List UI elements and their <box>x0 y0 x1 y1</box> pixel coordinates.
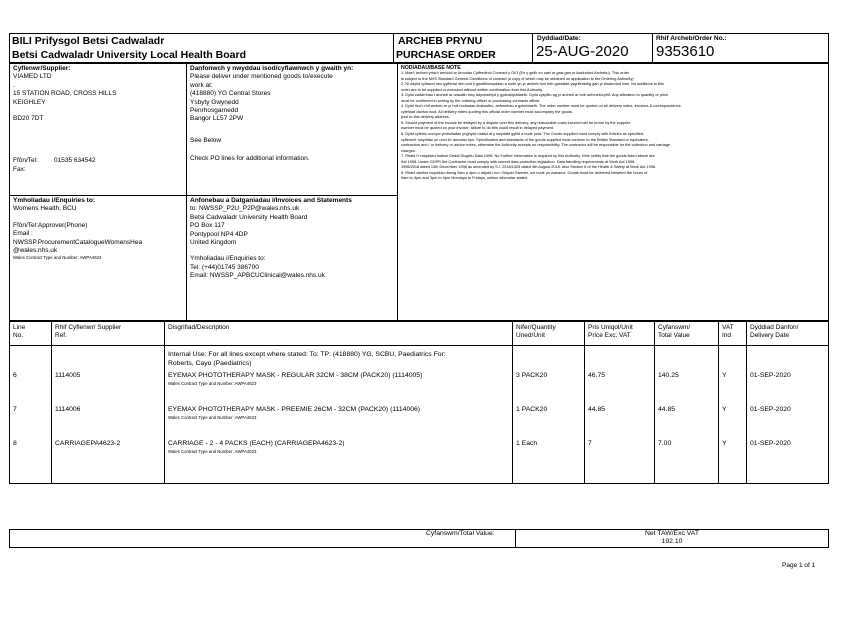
note-line: 3. Dylid cadarnhau'r archeb ar unwaith trwy ddychwelyd y gydnabyddiaeth. Dylid cysylltu ag yr archeb ar bob anfoneb/cyfrif. Any alteration to quantity or price <box>401 93 669 98</box>
row-6-total: 140.25 <box>658 372 679 379</box>
delivery-label-3: work at: <box>190 81 213 89</box>
enquiries-dept: Womens Health, BCU <box>13 205 77 213</box>
order-number: 9353610 <box>656 43 715 60</box>
delivery-label: Danfonwch y nwyddau isod/cyflawnwch y gwaith yn: <box>190 65 354 72</box>
org-title-welsh: BILI Prifysgol Betsi Cadwaladr <box>12 35 165 47</box>
delivery-label-2: Please deliver under mentioned goods to/execute <box>190 73 333 81</box>
net-exc-vat-label: Net TAW/Exc VAT <box>644 530 699 537</box>
delivery-area: Penrhosgarnedd <box>190 107 239 115</box>
col-header-ref: Rhif Cyflenwr/ Supplier Ref. <box>55 324 122 340</box>
row-7-contract: Wales Contract Type and Number: AWPA4623 <box>168 415 257 420</box>
org-title-english: Betsi Cadwaladr University Local Health Board <box>12 49 246 61</box>
row-8-desc: CARRIAGE - 2 - 4 PACKS (EACH) (CARRIAGEPA4623-2) <box>168 440 345 447</box>
note-line: 2. Ni ddylid cyflawni neu gyflenwi dim ond y gwaith/nwyddau a nodir yn yr archeb hon heb ganiatâd ysgrifenedig gan yr Awdurdod hwn. No additions to this <box>401 82 664 87</box>
total-value-label: Cyfanswm/Total Value: <box>426 530 495 537</box>
row-8-total: 7.00 <box>658 440 672 447</box>
enquiries-email-label: Email : <box>13 230 33 238</box>
note-line: 4. Dylid rhoi'r rhif archeb ar yr holl nodiadau dosbarthu, anfonebau a gohebiaeth. The order number must be quoted on all delivery notes, invoices & correspondence. <box>401 104 682 109</box>
doc-type-welsh: ARCHEB PRYNU <box>398 35 483 47</box>
invoices-town: Pontypool NP4 4DP <box>190 230 248 238</box>
invoices-pobox: PO Box 117 <box>190 222 225 230</box>
note-line: post to this delivery address. <box>401 115 450 120</box>
see-below: See Below <box>190 137 222 144</box>
delivery-block <box>190 65 353 124</box>
enquiries-contract: Wales Contract Type and Number: AWPA4623 <box>13 255 102 261</box>
row-6-vat: Y <box>722 372 727 379</box>
col-header-qty: Nifer/Quantity Uned/Unit <box>516 324 556 340</box>
invoices-board: Betsi Cadwaladr University Health Board <box>190 213 308 221</box>
invoices-label: Anfonebau a Datganiadau i/Invoices and Statements <box>190 197 352 204</box>
invoices-enq-email: Email: NWSSP_APBCUClinical@wales.nhs.uk <box>190 272 325 280</box>
supplier-line-2: . <box>13 81 15 89</box>
row-6-qty: 3 PACK20 <box>516 372 548 379</box>
note-line: 1. Mae'r archeb yma'n amodol ar Amodau Cyffredinol Contract y GIG (Ee y gellir eu cael ar gais gan yr Awdurdod Archebu). This order <box>401 71 630 75</box>
order-date: 25-AUG-2020 <box>536 43 629 60</box>
row-7-total: 44.85 <box>658 406 676 413</box>
enquiries-block <box>13 197 142 260</box>
check-po-lines: Check PO lines for additional information. <box>190 155 310 162</box>
order-no-label: Rhif Archeb/Order No.: <box>656 35 727 42</box>
note-line: is subject to the NHS Standard General Conditions of contract (a copy of which may be obtained on application to the Ordering Authority) <box>401 76 634 81</box>
col-header-desc: Disgrifiad/Description <box>168 324 230 331</box>
invoices-enq-tel: Tel: (+44)01745 386700 <box>190 263 259 271</box>
row-6-line: 6 <box>13 372 17 379</box>
invoices-block <box>190 197 352 281</box>
row-8-date: 01-SEP-2020 <box>750 440 791 447</box>
invoices-country: United Kingdom <box>190 239 237 247</box>
col-header-vat: VAT Ind <box>722 324 734 340</box>
note-line: must be confirmed in writing by the ordering officer or purchasing contracts officer. <box>401 98 541 103</box>
note-line: 7. Rhaid i'r nwyddau fodloni Deddf Diogelu Data 1998. No Further information is required by this Authority. I/We certify that the goods listed above are <box>401 154 655 159</box>
supplier-phone-label: Ffôn/Tel: <box>13 157 38 164</box>
supplier-label: Cyflenwr/Supplier: <box>13 65 71 72</box>
col-header-date: Dyddiad Danfon/ Delivery Date <box>750 324 799 340</box>
row-8-price: 7 <box>588 440 592 447</box>
row-6-desc: EYEMAX PHOTOTHERAPY MASK - REGULAR 32CM - 38CM (PACK20) (1114005) <box>168 372 423 379</box>
col-header-line: Line No. <box>13 324 26 340</box>
note-line: charges. <box>401 148 416 153</box>
delivery-hospital: Ysbyty Gwynedd <box>190 98 239 106</box>
internal-use-note-2: Roberts, Cayo (Paediatrics) <box>168 360 252 367</box>
note-line: 1998/2018 dated 13th December 1998 as amended by S.I. 2018/1325 dated 4th August 2018. Also Section 6 of the Health & Safety at Work Act 1998. <box>401 165 657 170</box>
row-8-qty: 1 Each <box>516 440 538 447</box>
note-line: 8. Rhaid danfon nwyddau rhwng 9am a 4pm o ddydd Llun i Ddydd Gwener, oni nodir yn wahanol. Goods must be delivered between the hours of <box>401 170 648 175</box>
note-line: number must be quoted on your invoice, failure to do this could result in delayed payment. <box>401 126 554 131</box>
enquiries-email-1: NWSSP.ProcurementCatalogueWomensHea <box>13 238 143 246</box>
notes-block <box>401 65 826 182</box>
row-7-ref: 1114006 <box>55 406 81 413</box>
note-line: cyflenwi'r nwyddau yn unol â'r amodau hyn. Specification and standards of the goods supplied must conform to the British Standard or equivalent. <box>401 137 649 142</box>
doc-type-english: PURCHASE ORDER <box>396 49 496 61</box>
supplier-phone: 01535 634542 <box>54 157 96 164</box>
supplier-block <box>13 65 116 123</box>
row-6-price: 46.75 <box>588 372 606 379</box>
col-header-price: Pris Uniqol/Unit Price Exc. VAT <box>588 324 633 340</box>
row-7-date: 01-SEP-2020 <box>750 406 791 413</box>
row-7-price: 44.85 <box>588 406 606 413</box>
note-line: cyfeiriad danfon isod. All delivery notes quoting this official order number must accompany the goods. <box>401 109 574 114</box>
row-8-vat: Y <box>722 440 727 447</box>
row-8-ref: CARRIAGEPA4623-2 <box>55 440 121 447</box>
col-header-total: Cyfanswm/ Total Value <box>658 324 691 340</box>
enquiries-phone: Ffôn/Tel:Approver(Phone) <box>13 221 88 229</box>
enquiries-label: Ymholiadau i/Enquiries to: <box>13 197 95 204</box>
enquiries-email-2: @wales.nhs.uk <box>13 247 58 255</box>
internal-use-note: Internal Use: For all lines except where stated: To: TP: (418880) YG, SCBU, Paediatrics For: <box>168 351 446 358</box>
row-6-contract: Wales Contract Type and Number: AWPA4623 <box>168 381 257 386</box>
row-7-qty: 1 PACK20 <box>516 406 548 413</box>
row-6-ref: 1114005 <box>55 372 81 379</box>
row-8-contract: Wales Contract Type and Number: AWPA4623 <box>168 449 257 454</box>
row-6-date: 01-SEP-2020 <box>750 372 791 379</box>
net-total: 192.10 <box>661 538 683 545</box>
supplier-town: KEIGHLEY <box>13 98 46 106</box>
delivery-site: (418880) YG Central Stores <box>190 90 271 98</box>
note-line: 6. Dylid cyfeirio unrhyw ymholiadau ynghylch taliad at y swyddfa gyllid a nodir yma. The Goods supplied must comply with Articles as specified. <box>401 132 645 137</box>
delivery-city: Bangor LL57 2PW <box>190 115 244 123</box>
page-number: Page 1 of 1 <box>782 562 816 569</box>
supplier-postcode: BD20 7DT <box>13 115 44 123</box>
date-label: Dyddiad/Date: <box>537 35 581 42</box>
row-7-vat: Y <box>722 406 727 413</box>
row-7-desc: EYEMAX PHOTOTHERAPY MASK - PREEMIE 26CM - 32CM (PACK20) (1114006) <box>168 406 421 413</box>
supplier-name: VIAMED LTD <box>13 73 52 81</box>
notes-title: NODIADAU/BASE NOTE <box>401 65 461 71</box>
note-line: 9am to 4pm and 3pm to 4pm Mondays to Fridays, unless otherwise stated. <box>401 176 529 181</box>
supplier-fax-label: Fax: <box>13 166 26 173</box>
note-line: contractors and / or delivery or advice notes, otherwise the Authority accepts no responsibility. The contractor will be responsible for the collection and carriage <box>401 143 671 148</box>
supplier-street: 15 STATION ROAD, CROSS HILLS <box>13 90 117 98</box>
row-8-line: 8 <box>13 440 17 447</box>
invoices-enq-label: Ymholiadau i/Enquiries to: <box>190 255 266 263</box>
row-7-line: 7 <box>13 406 17 413</box>
note-line: Act 1998. Under GDPR the Contractor must comply with current data protection legislation. Data handling requirements at Work Act 1998. <box>401 159 636 164</box>
note-line: order are to be supplied or executed without written confirmation from this Authority. <box>401 87 544 92</box>
invoices-email: to: NWSSP_P2U_P2P@wales.nhs.uk <box>190 205 300 213</box>
note-line: 5. Should payment of the invoice be delayed by a dispute over this delivery, any reasonable costs incurred will be borne by the supplier. <box>401 120 632 125</box>
